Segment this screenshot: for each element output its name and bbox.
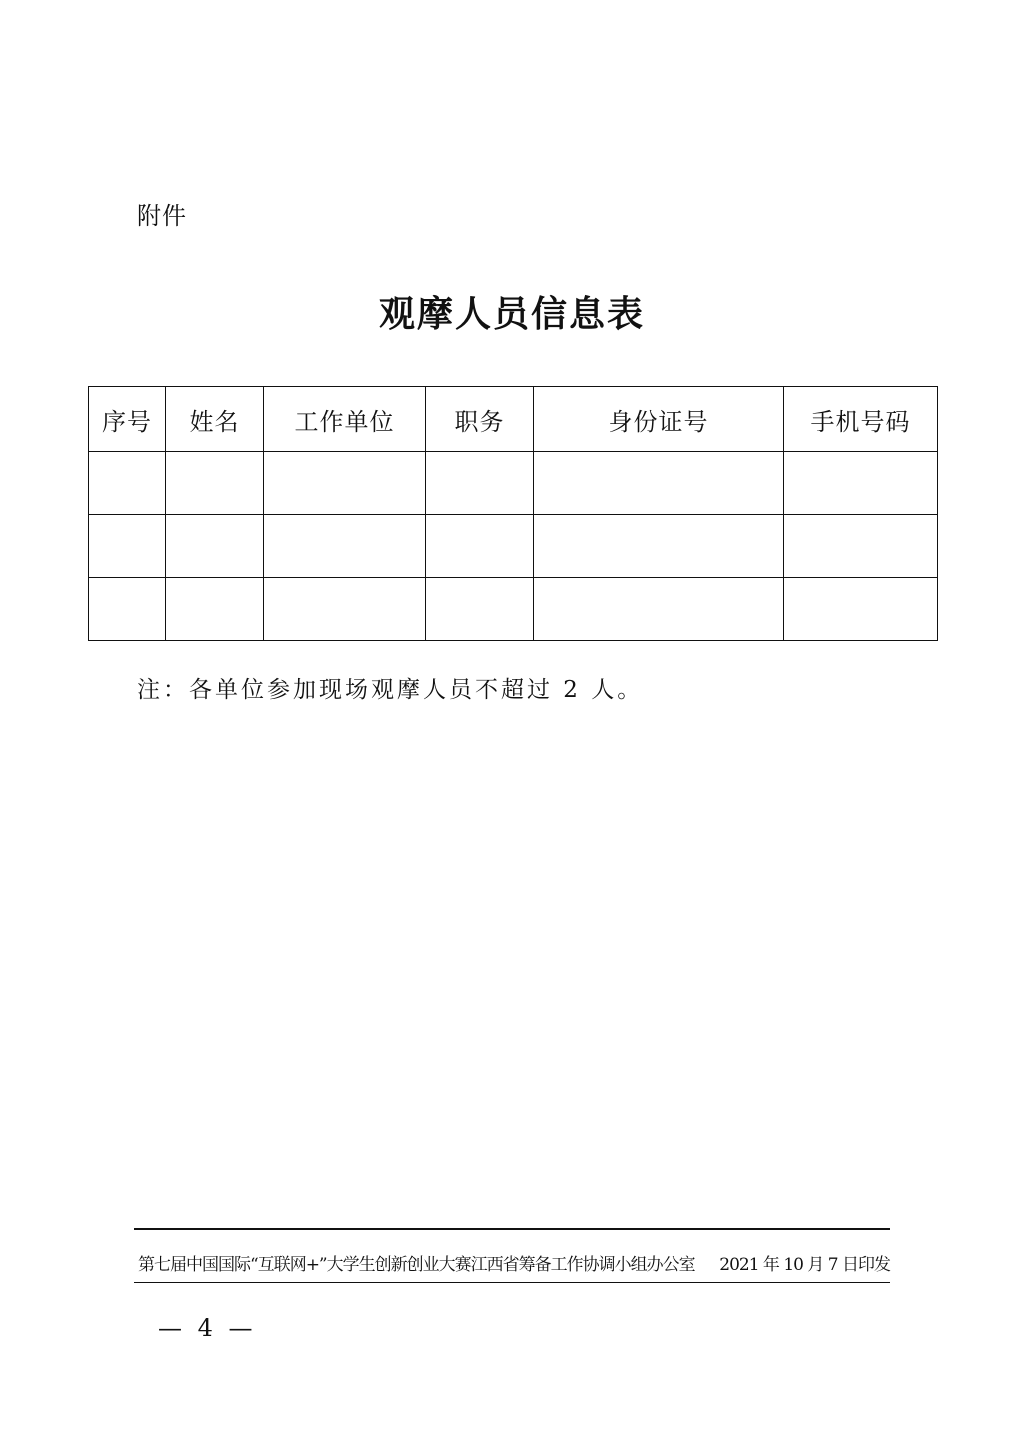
attachment-label: 附件: [137, 202, 187, 230]
table-cell: [784, 452, 938, 515]
table-note: 注：各单位参加现场观摩人员不超过 2 人。: [137, 677, 644, 703]
table-cell: [166, 515, 264, 578]
page-number: — 4 —: [158, 1314, 257, 1342]
footer-issue-date: 2021 年 10 月 7 日印发: [719, 1255, 890, 1275]
table-row: [89, 578, 938, 641]
table-cell: [784, 515, 938, 578]
header-phone-number: 手机号码: [784, 387, 938, 452]
header-name: 姓名: [166, 387, 264, 452]
footer-top-divider: [134, 1228, 890, 1230]
table-cell: [89, 578, 166, 641]
info-table: [88, 386, 938, 641]
header-position: 职务: [426, 387, 534, 452]
table-cell: [534, 578, 784, 641]
header-serial-number: 序号: [89, 387, 166, 452]
header-id-number: 身份证号: [534, 387, 784, 452]
table-cell: [264, 578, 426, 641]
table-cell: [426, 452, 534, 515]
page-title: 观摩人员信息表: [378, 293, 645, 335]
table-cell: [166, 578, 264, 641]
table-cell: [89, 515, 166, 578]
table-row: [89, 452, 938, 515]
table-cell: [784, 578, 938, 641]
table-cell: [264, 515, 426, 578]
table-cell: [534, 452, 784, 515]
table-row: [89, 515, 938, 578]
table-cell: [426, 578, 534, 641]
table-cell: [166, 452, 264, 515]
footer-bottom-divider: [134, 1282, 890, 1283]
footer-issuer: 第七届中国国际“互联网+”大学生创新创业大赛江西省筹备工作协调小组办公室: [138, 1255, 695, 1275]
header-work-unit: 工作单位: [264, 387, 426, 452]
table-cell: [534, 515, 784, 578]
table-header-row: [89, 387, 938, 452]
table-cell: [89, 452, 166, 515]
table-cell: [264, 452, 426, 515]
table-cell: [426, 515, 534, 578]
